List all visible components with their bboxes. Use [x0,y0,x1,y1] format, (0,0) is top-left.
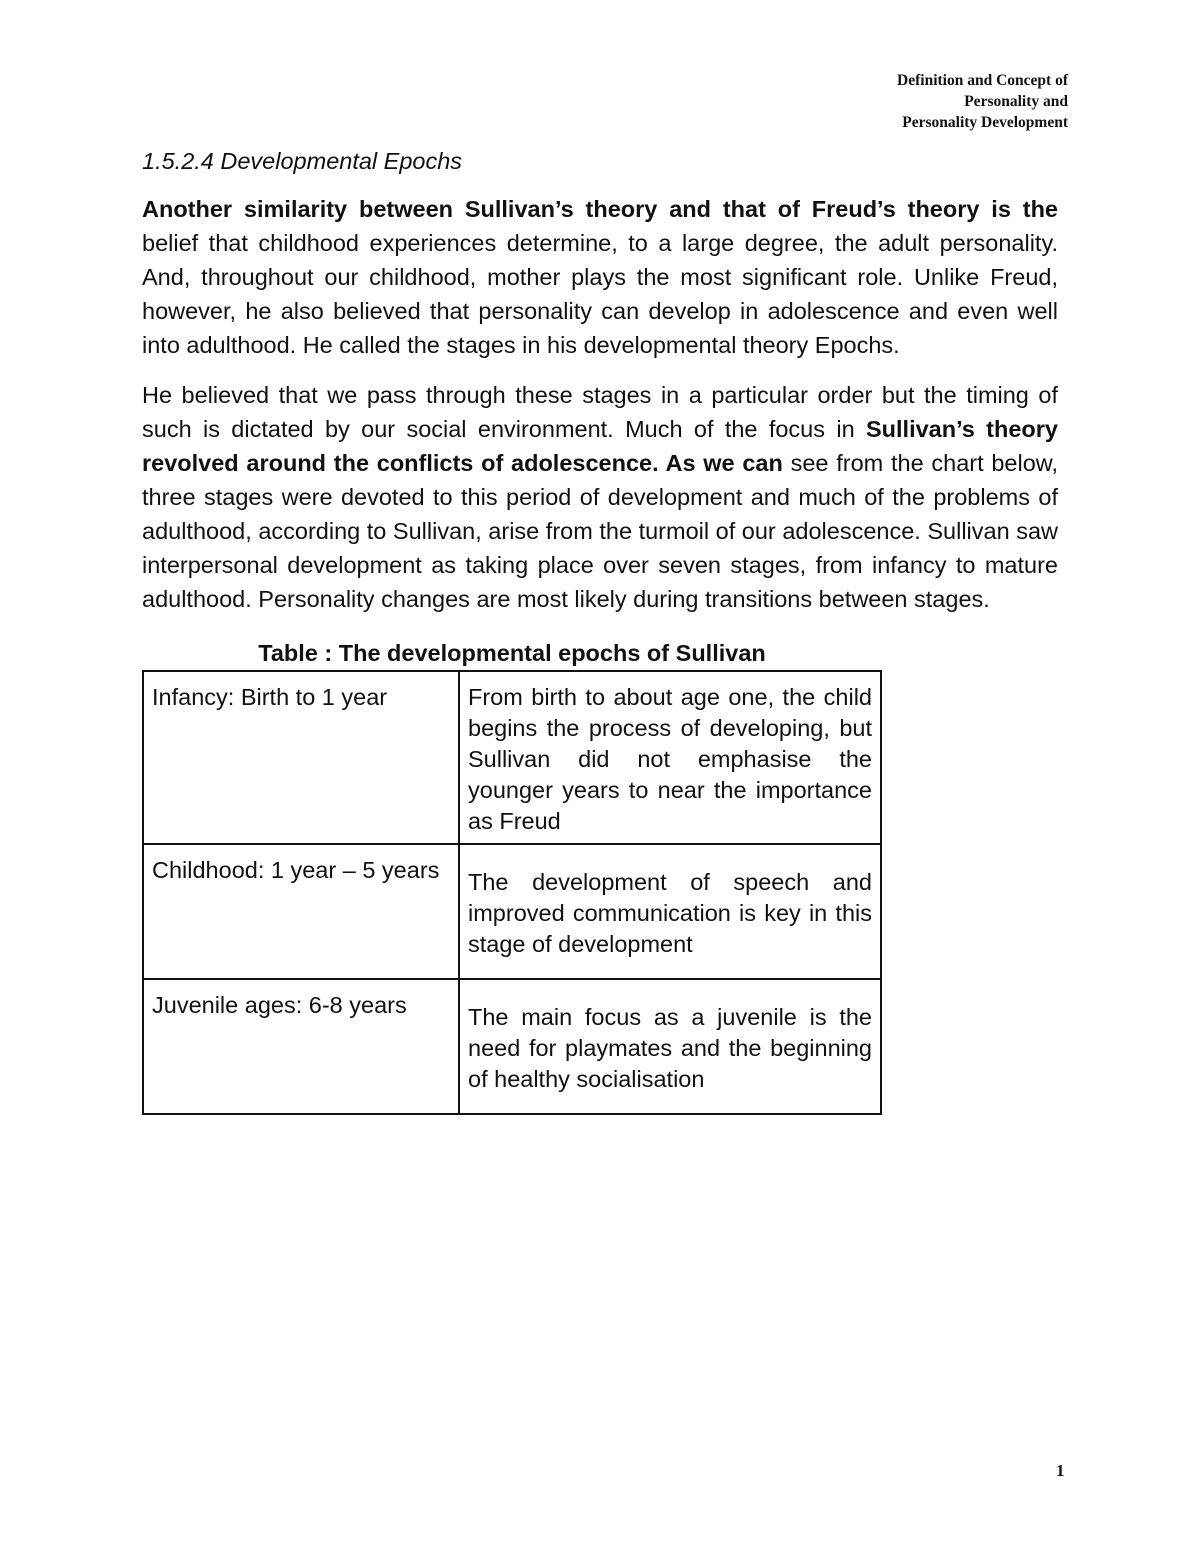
page-number: 1 [1056,1461,1065,1480]
description-cell: The main focus as a juvenile is the need for playmates and the beginning of healthy socialisation [459,979,881,1114]
paragraph-2-bold: Sullivan’s theory revolved around the conflicts of adolescence. As we can [142,416,1059,476]
section-heading: 1.5.2.4 Developmental Epochs [142,148,463,174]
table-title: Table : The developmental epochs of Sullivan [258,640,766,666]
paragraph-1-text: belief that childhood experiences determine, to a large degree, the adult personality. And, throughout our childhood, mother plays the most significant role. Unlike Freud, however, he also believed that personality can develop in adolescence and even well into adulthood. He called the stages in his developmental theory Epochs. [142,230,1058,358]
running-header-line-2: Personality and [964,93,1068,110]
stage-cell: Juvenile ages: 6-8 years [143,979,459,1114]
stage-cell: Childhood: 1 year – 5 years [143,844,459,979]
running-header [897,70,1068,133]
paragraph-2 [142,378,1058,616]
stage-cell: Infancy: Birth to 1 year [143,671,459,844]
paragraph-1-bold-lead: Another similarity between Sullivan’s theory and that of Freud’s theory is the [142,196,1058,222]
table-row [143,844,881,979]
epochs-table [142,670,882,1115]
running-header-line-3: Personality Development [902,114,1068,131]
description-cell: The development of speech and improved communication is key in this stage of development [459,844,881,979]
table-row [143,979,881,1114]
table-row [143,671,881,844]
paragraph-2-text-b: see from the chart below, three stages were devoted to this period of development and much of the problems of adulthood, according to Sullivan, arise from the turmoil of our adolescence. Sullivan saw interpersonal development as taking place over seven stages, from infancy to mature adulthood. Personality changes are most likely during transitions between stages. [142,450,1058,612]
page-content [142,144,1058,1115]
paragraph-2-text-a: He believed that we pass through these stages in a particular order but the timing of such is dictated by our social environment. Much of the focus in [142,382,1058,442]
description-cell: From birth to about age one, the child begins the process of developing, but Sullivan did not emphasise the younger years to near the importance as Freud [459,671,881,844]
running-header-line-1: Definition and Concept of [897,72,1068,89]
paragraph-1 [142,192,1058,362]
